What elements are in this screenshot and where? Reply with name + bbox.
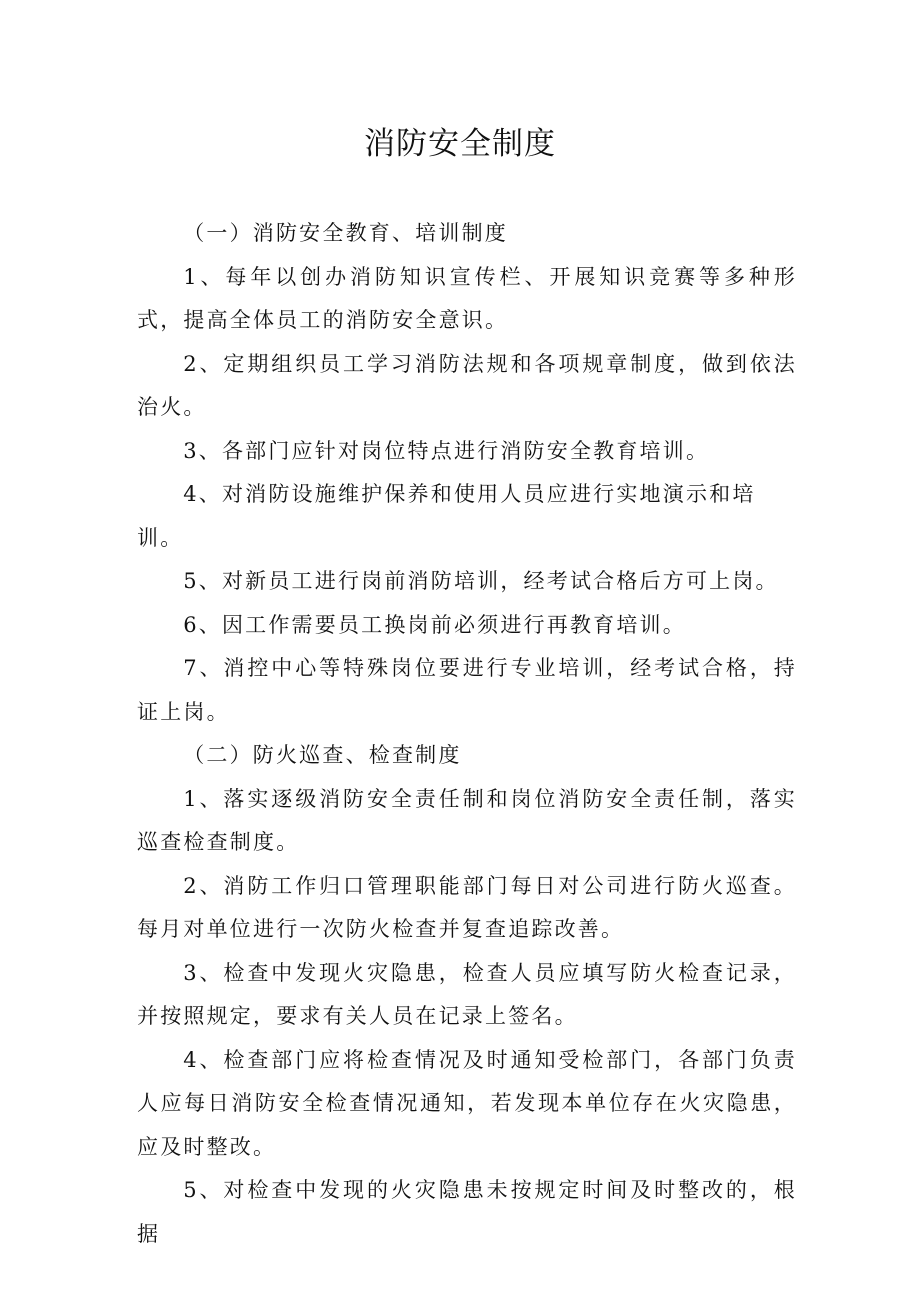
- paragraph: 3、各部门应针对岗位特点进行消防安全教育培训。: [183, 438, 710, 463]
- paragraph: 7、消控中心等特殊岗位要进行专业培训，经考试合格，持证上岗。: [137, 656, 797, 724]
- document-body: [137, 212, 797, 1256]
- paragraph: 1、每年以创办消防知识宣传栏、开展知识竞赛等多种形式，提高全体员工的消防安全意识。: [137, 264, 797, 332]
- paragraph: 2、消防工作归口管理职能部门每日对公司进行防火巡查。每月对单位进行一次防火检查并复查追踪改善。: [137, 873, 797, 941]
- document-title: 消防安全制度: [364, 126, 556, 162]
- section-heading-2: （二）防火巡查、检查制度: [183, 743, 462, 767]
- paragraph: 5、对检查中发现的火灾隐患未按规定时间及时整改的，根据: [137, 1178, 797, 1246]
- paragraph: 4、对消防设施维护保养和使用人员应进行实地演示和培训。: [137, 482, 756, 550]
- paragraph: 6、因工作需要员工换岗前必须进行再教育培训。: [183, 612, 686, 637]
- paragraph: 5、对新员工进行岗前消防培训，经考试合格后方可上岗。: [183, 569, 779, 593]
- section-heading-1: （一）消防安全教育、培训制度: [183, 221, 508, 245]
- paragraph: 2、定期组织员工学习消防法规和各项规章制度，做到依法治火。: [137, 351, 797, 419]
- paragraph: 4、检查部门应将检查情况及时通知受检部门，各部门负责人应每日消防安全检查情况通知，若发现本单位存在火灾隐患，应及时整改。: [137, 1047, 797, 1159]
- paragraph: 3、检查中发现火灾隐患，检查人员应填写防火检查记录，并按照规定，要求有关人员在记录上签名。: [137, 960, 797, 1028]
- paragraph: 1、落实逐级消防安全责任制和岗位消防安全责任制，落实巡查检查制度。: [137, 786, 797, 854]
